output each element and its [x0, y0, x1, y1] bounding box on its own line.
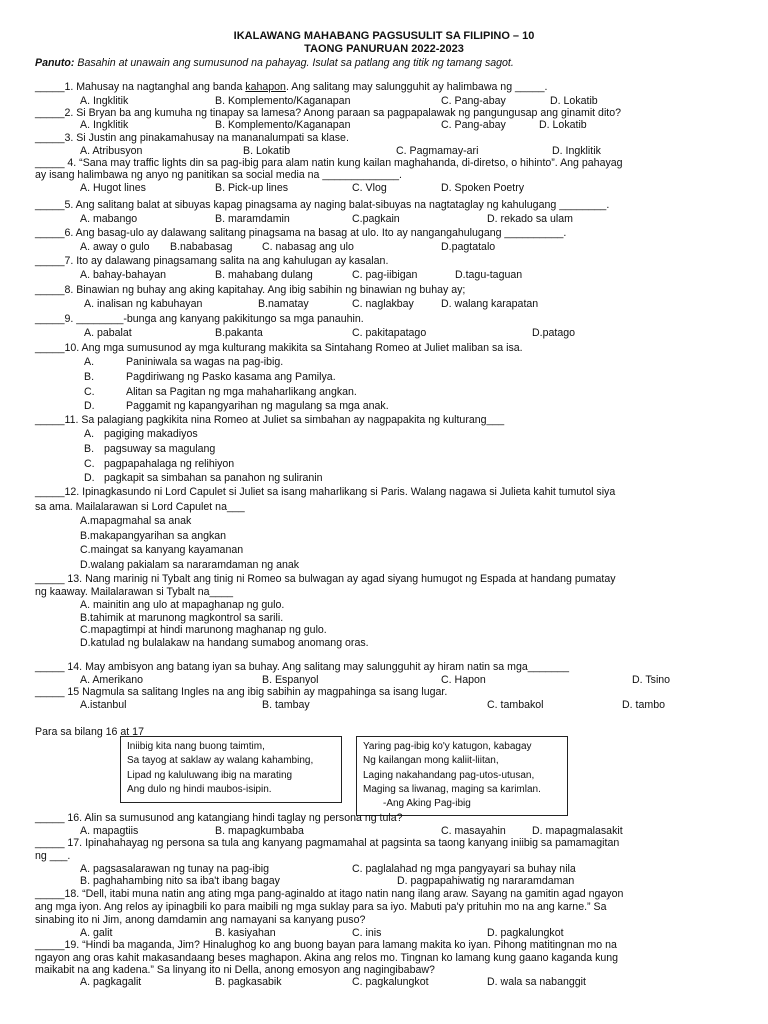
question-10: _____10. Ang mga sumusunod ay mga kulturang makikita sa Sintahang Romeo at Juliet maliban sa isa. — [35, 342, 523, 354]
question-19-line-1: _____19. “Hindi ba maganda, Jim? Hinalughog ko ang buong bayan para lamang makita ko iyan. Pihong matitingnan mo na — [35, 939, 617, 951]
q3-option-d: D. Ingklitik — [552, 145, 601, 157]
q7-option-c: C. pag-iibigan — [352, 269, 418, 281]
q16-option-a: A. mapagtiis — [80, 825, 139, 837]
q11-option-c-letter: C. — [84, 458, 95, 470]
poem-2-line: Maging sa liwanag, maging sa karimlan. — [363, 783, 541, 795]
question-2: _____2. Si Bryan ba ang kumuha ng tinapay sa lamesa? Anong paraan sa pagpapalawak ng pangungusap ang ginamit dito? — [35, 107, 622, 119]
q7-option-d: D.tagu-taguan — [455, 269, 523, 281]
q14-option-a: A. Amerikano — [80, 674, 144, 686]
question-7: _____7. Ito ay dalawang pinagsamang salita na ang kahulugan ay kasalan. — [35, 255, 389, 267]
q2-option-a: A. Ingklitik — [80, 119, 129, 131]
q17-option-d: D. pagpapahiwatig ng nararamdaman — [397, 875, 575, 887]
q14-option-c: C. Hapon — [441, 674, 486, 686]
q11-option-b-letter: B. — [84, 443, 95, 455]
q10-option-d-letter: D. — [84, 400, 95, 412]
q13-option-d: D.katulad ng bulalakaw na handang sumabog anomang oras. — [80, 637, 369, 649]
q18-option-b: B. kasiyahan — [215, 927, 276, 939]
question-3: _____3. Si Justin ang pinakamahusay na mananalumpati sa klase. — [35, 132, 349, 144]
q2-option-c: C. Pang-abay — [441, 119, 506, 131]
q6-option-c: C. nabasag ang ulo — [262, 241, 354, 253]
q11-option-b-text: pagsuway sa magulang — [104, 443, 216, 455]
q11-option-a-letter: A. — [84, 428, 95, 440]
question-13-line-2: ng kaaway. Mailalarawan si Tybalt na____ — [35, 586, 234, 598]
q12-option-a: A.mapagmahal sa anak — [80, 515, 192, 527]
q14-option-b: B. Espanyol — [262, 674, 319, 686]
q6-option-a: A. away o gulo — [80, 241, 150, 253]
question-1-text-pre: _____1. Mahusay na nagtanghal ang banda — [35, 81, 246, 93]
q12-option-b: B.makapangyarihan sa angkan — [80, 530, 227, 542]
q1-option-d: D. Lokatib — [550, 95, 598, 107]
q1-option-a: A. Ingklitik — [80, 95, 129, 107]
question-18-line-3: sinabing ito ni Jim, anong damdamin ang namayani sa kanyang puso? — [35, 914, 366, 926]
q17-option-a: A. pagsasalarawan ng tunay na pag-ibig — [80, 863, 270, 875]
question-17-line-2: ng ___. — [35, 850, 71, 862]
q11-option-d-text: pagkapit sa simbahan sa panahon ng suliranin — [104, 472, 323, 484]
q17-option-b: B. paghahambing nito sa iba't ibang bagay — [80, 875, 280, 887]
instructions — [35, 57, 514, 69]
question-11: _____11. Sa palagiang pagkikita nina Romeo at Juliet sa simbahan ay nagpapakita ng kulturang___ — [35, 414, 505, 426]
q11-option-d-letter: D. — [84, 472, 95, 484]
school-year: TAONG PANURUAN 2022-2023 — [304, 43, 464, 55]
poem-box-2 — [356, 736, 568, 816]
question-5: _____5. Ang salitang balat at sibuyas kapag pinagsama ay naging balat-sibuyas na nagtataglay ng kahulugang ________. — [35, 199, 610, 211]
q5-option-c: C.pagkain — [352, 213, 400, 225]
passage-label: Para sa bilang 16 at 17 — [35, 726, 144, 738]
q9-option-b: B.pakanta — [215, 327, 263, 339]
question-18-line-2: ang mga iyon. Ang relos ay ipinagbili ko para maibili ng mga suklay para sa iyo. Mabuti pa'y prituhin mo na ang karne.” Sa — [35, 901, 607, 913]
instructions-text: Basahin at unawain ang sumusunod na pahayag. Isulat sa patlang ang titik ng tamang sagot. — [77, 57, 514, 69]
q4-option-d: D. Spoken Poetry — [441, 182, 525, 194]
q10-option-d-text: Paggamit ng kapangyarihan ng magulang sa mga anak. — [126, 400, 389, 412]
q9-option-a: A. pabalat — [84, 327, 132, 339]
q16-option-b: B. mapagkumbaba — [215, 825, 304, 837]
question-18-line-1: _____18. “Dell, itabi muna natin ang ating mga pang-aginaldo at itago natin nang ilang araw. Sayang na gamitin agad ngayon — [35, 888, 624, 900]
q11-option-a-text: pagiging makadiyos — [104, 428, 198, 440]
q10-option-c-letter: C. — [84, 386, 95, 398]
q8-option-d: D. walang karapatan — [441, 298, 539, 310]
q4-option-a: A. Hugot lines — [80, 182, 146, 194]
exam-title: IKALAWANG MAHABANG PAGSUSULIT SA FILIPINO – 10 — [233, 30, 535, 42]
question-19-line-3: maikabit na ang kadena.” Sa linyang ito ni Della, anong emosyon ang nagingibabaw? — [35, 964, 435, 976]
q9-option-c: C. pakitapatago — [352, 327, 427, 339]
q19-option-d: D. wala sa nabanggit — [487, 976, 586, 988]
question-8: _____8. Binawian ng buhay ang aking kapitahay. Ang ibig sabihin ng binawian ng buhay ay; — [35, 284, 466, 296]
question-6: _____6. Ang basag-ulo ay dalawang salitang pinagsama na basag at ulo. Ito ay nangangahulugang __________. — [35, 227, 567, 239]
underlined-word: kahapon — [245, 81, 286, 93]
q2-option-d: D. Lokatib — [539, 119, 587, 131]
q19-option-c: C. pagkalungkot — [352, 976, 429, 988]
q13-option-b: B.tahimik at marunong magkontrol sa sarili. — [80, 612, 284, 624]
q18-option-a: A. galit — [80, 927, 113, 939]
question-1-text-post: . Ang salitang may salungguhit ay halimbawa ng _____. — [285, 81, 548, 93]
poem-2-line: Ng kailangan mong kaliit-liitan, — [363, 755, 499, 767]
question-4-line-1: _____ 4. “Sana may traffic lights din sa pag-ibig para alam natin kung kailan maghahanda, di-diretso, o hihinto”. Ang pahayag — [35, 157, 623, 169]
question-4-line-2: ay isang halimbawa ng anyo ng panitikan sa social media na _____________. — [35, 169, 402, 181]
q12-option-c: C.maingat sa kanyang kayamanan — [80, 544, 244, 556]
q9-option-d: D.patago — [532, 327, 575, 339]
question-16: _____ 16. Alin sa sumusunod ang katangiang hindi taglay ng persona ng tula? — [35, 812, 403, 824]
question-19-line-2: ngayon ang oras kahit makasandaang beses maghapon. Akina ang relos mo. Tingnan ko lamang kung gaano kaganda kung — [35, 952, 619, 964]
q3-option-c: C. Pagmamay-ari — [396, 145, 479, 157]
poem-1-line: Sa tayog at saklaw ay walang kahambing, — [127, 755, 314, 767]
instructions-label: Panuto: — [35, 57, 75, 69]
q1-option-b: B. Komplemento/Kaganapan — [215, 95, 351, 107]
q5-option-a: A. mabango — [80, 213, 138, 225]
q10-option-a-text: Paniniwala sa wagas na pag-ibig. — [126, 356, 284, 368]
q13-option-a: A. mainitin ang ulo at mapaghanap ng gulo. — [80, 599, 285, 611]
q16-option-d: D. mapagmalasakit — [532, 825, 623, 837]
q15-option-c: C. tambakol — [487, 699, 544, 711]
question-9: _____9. ________-bunga ang kanyang pakikitungo sa mga panauhin. — [35, 313, 364, 325]
q6-option-b: B.nababasag — [170, 241, 233, 253]
poem-source: -Ang Aking Pag-ibig — [383, 798, 471, 810]
q7-option-b: B. mahabang dulang — [215, 269, 313, 281]
q15-option-b: B. tambay — [262, 699, 310, 711]
q17-option-c: C. paglalahad ng mga pangyayari sa buhay nila — [352, 863, 576, 875]
q4-option-c: C. Vlog — [352, 182, 387, 194]
q8-option-a: A. inalisan ng kabuhayan — [84, 298, 203, 310]
q11-option-c-text: pagpapahalaga ng relihiyon — [104, 458, 235, 470]
question-15: _____ 15 Nagmula sa salitang Ingles na ang ibig sabihin ay magpahinga sa isang lugar. — [35, 686, 448, 698]
q4-option-b: B. Pick-up lines — [215, 182, 289, 194]
q3-option-a: A. Atribusyon — [80, 145, 143, 157]
q16-option-c: C. masayahin — [441, 825, 506, 837]
poem-box-1 — [120, 736, 342, 803]
q18-option-c: C. inis — [352, 927, 382, 939]
q1-option-c: C. Pang-abay — [441, 95, 506, 107]
q6-option-d: D.pagtatalo — [441, 241, 496, 253]
q5-option-b: B. maramdamin — [215, 213, 290, 225]
question-17-line-1: _____ 17. Ipinahahayag ng persona sa tula ang kanyang pagmamahal at pagsinta sa taong kanyang iniibig sa pamamagitan — [35, 837, 620, 849]
q10-option-a-letter: A. — [84, 356, 95, 368]
question-12-line-2: sa ama. Mailalarawan si Lord Capulet na___ — [35, 501, 245, 513]
q15-option-a: A.istanbul — [80, 699, 127, 711]
poem-2-line: Yaring pag-ibig ko'y katugon, kabagay — [363, 741, 532, 752]
q5-option-d: D. rekado sa ulam — [487, 213, 573, 225]
q13-option-c: C.mapagtimpi at hindi marunong maghanap ng gulo. — [80, 624, 327, 636]
q7-option-a: A. bahay-bahayan — [80, 269, 166, 281]
q19-option-b: B. pagkasabik — [215, 976, 282, 988]
question-1 — [35, 81, 547, 93]
poem-1-line: Lipad ng kaluluwang ibig na marating — [127, 769, 293, 781]
q14-option-d: D. Tsino — [632, 674, 671, 686]
question-13-line-1: _____ 13. Nang marinig ni Tybalt ang tinig ni Romeo sa bulwagan ay agad siyang humugot ng Espada at handang pumatay — [35, 573, 616, 585]
poem-2-line: Laging nakahandang pag-utos-utusan, — [363, 769, 535, 781]
poem-1-line: Iniibig kita nang buong taimtim, — [127, 741, 265, 752]
question-12-line-1: _____12. Ipinagkasundo ni Lord Capulet si Juliet sa isang maharlikang si Paris. Walang nagawa si Julieta kahit tumutol siya — [35, 486, 616, 498]
q12-option-d: D.walang pakialam sa nararamdaman ng anak — [80, 559, 300, 571]
q8-option-b: B.namatay — [258, 298, 309, 310]
q18-option-d: D. pagkalungkot — [487, 927, 564, 939]
q3-option-b: B. Lokatib — [243, 145, 291, 157]
question-14: _____ 14. May ambisyon ang batang iyan sa buhay. Ang salitang may salungguhit ay hiram natin sa mga_______ — [35, 661, 569, 673]
q10-option-b-text: Pagdiriwang ng Pasko kasama ang Pamilya. — [126, 371, 336, 383]
q10-option-c-text: Alitan sa Pagitan ng mga mahaharlikang angkan. — [126, 386, 357, 398]
q2-option-b: B. Komplemento/Kaganapan — [215, 119, 351, 131]
q15-option-d: D. tambo — [622, 699, 665, 711]
q8-option-c: C. naglakbay — [352, 298, 414, 310]
poem-1-line: Ang dulo ng hindi maubos-isipin. — [127, 783, 272, 795]
q10-option-b-letter: B. — [84, 371, 95, 383]
q19-option-a: A. pagkagalit — [80, 976, 142, 988]
